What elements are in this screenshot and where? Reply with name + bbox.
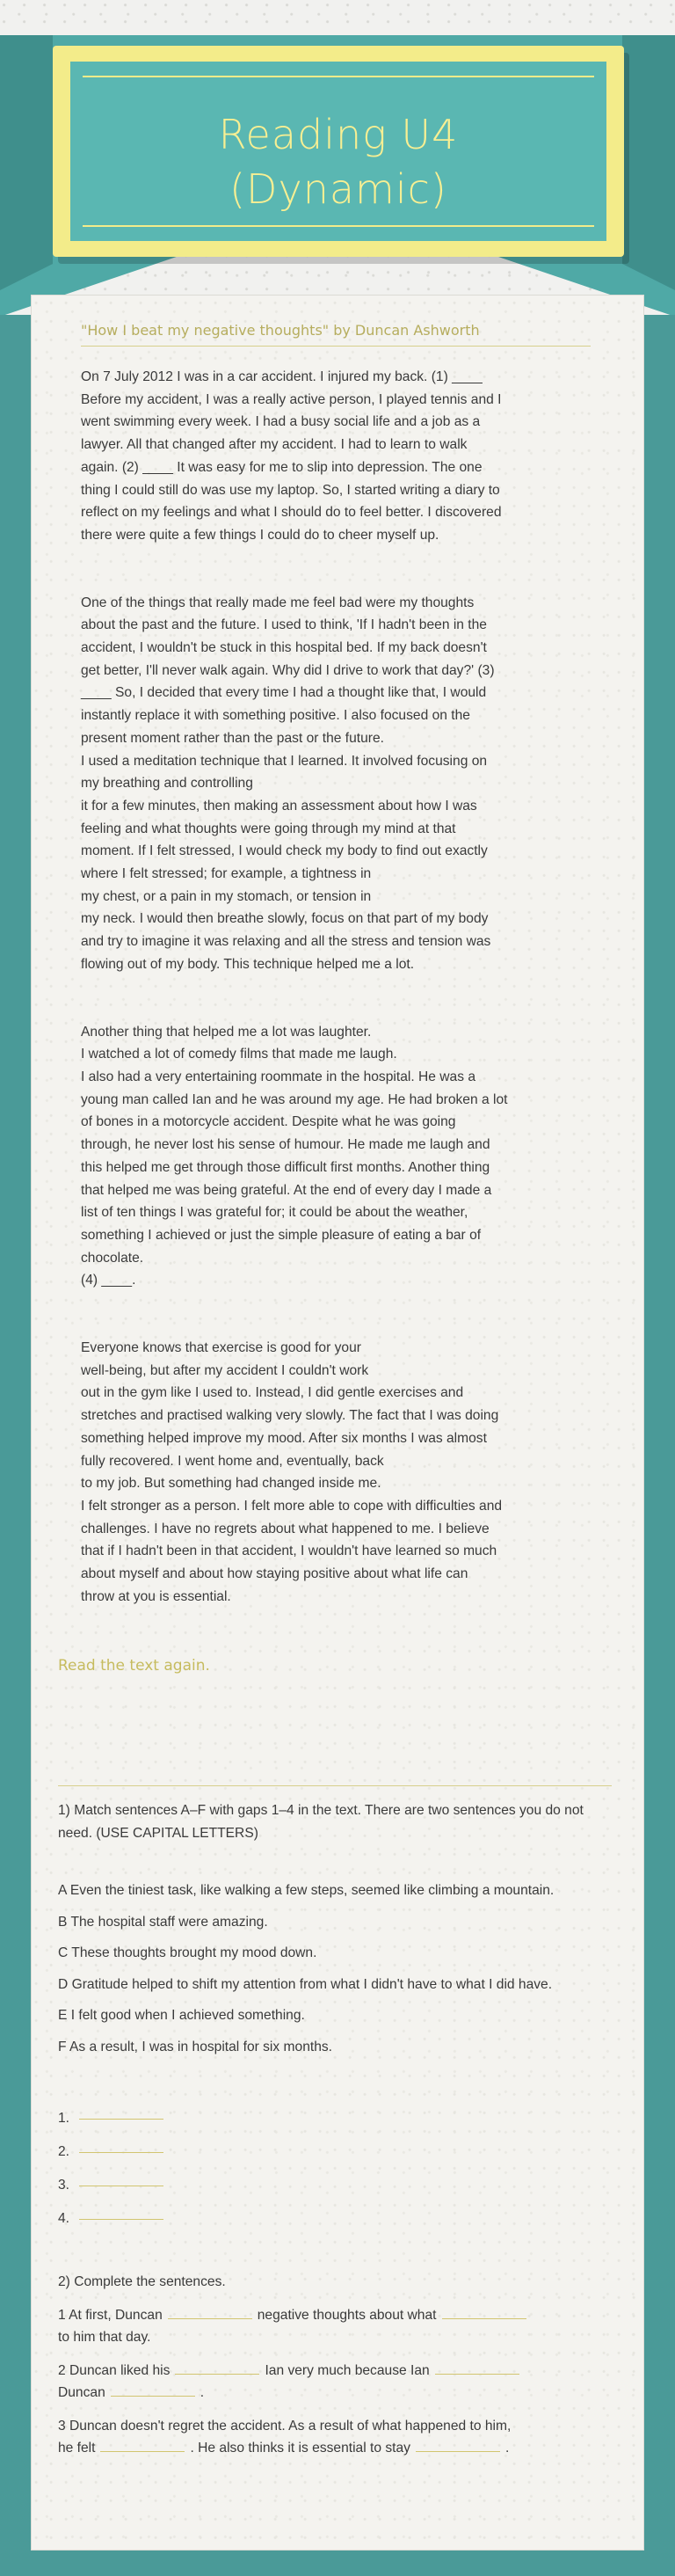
article-line: Before my accident, I was a really active person, I played tennis and I bbox=[81, 391, 502, 407]
sentence-3 bbox=[58, 2415, 615, 2460]
answer-number: 1. bbox=[58, 2111, 70, 2127]
article-line: that if I hadn't been in that accident, I wouldn't have learned so much bbox=[81, 1543, 497, 1559]
article-line: through, he never lost his sense of humour. He made me laugh and bbox=[81, 1137, 490, 1153]
gap-input[interactable] bbox=[111, 2384, 195, 2397]
article-line: again. (2) ____ It was easy for me to slip into depression. The one bbox=[81, 459, 483, 475]
gap-input[interactable] bbox=[416, 2440, 500, 2452]
article-line: to my job. But something had changed inside me. bbox=[81, 1476, 381, 1492]
question-1-instructions: 1) Match sentences A–F with gaps 1–4 in the text. There are two sentences you do not need. (USE CAPITAL LETTERS) bbox=[58, 1803, 584, 1841]
answer-input-2[interactable] bbox=[79, 2152, 163, 2153]
page-title bbox=[70, 107, 606, 216]
article-line: challenges. I have no regrets about what happened to me. I believe bbox=[81, 1521, 490, 1536]
article-line: out in the gym like I used to. Instead, I did gentle exercises and bbox=[81, 1385, 464, 1401]
article-line: I used a meditation technique that I learned. It involved focusing on bbox=[81, 753, 488, 769]
paragraph-gap bbox=[81, 1292, 608, 1337]
sentence-text: 3 Duncan doesn't regret the accident. As a result of what happened to him, bbox=[58, 2418, 512, 2434]
article-line: something helped improve my mood. After six months I was almost bbox=[81, 1430, 487, 1446]
article-line: about myself and about how staying positive about what life can bbox=[81, 1566, 468, 1582]
article-line: On 7 July 2012 I was in a car accident. I injured my back. (1) ____ bbox=[81, 369, 483, 384]
article-line: where I felt stressed; for example, a tightness in bbox=[81, 866, 372, 882]
answer-row-4 bbox=[58, 2202, 615, 2236]
article-line: feeling and what thoughts were going through my mind at that bbox=[81, 821, 456, 836]
article-line: and try to imagine it was relaxing and all the stress and tension was bbox=[81, 934, 491, 950]
article-line: present moment rather than the past or the future. bbox=[81, 730, 384, 746]
article-heading: "How I beat my negative thoughts" by Duncan Ashworth bbox=[81, 322, 591, 347]
option-d: D Gratitude helped to shift my attention from what I didn't have to what I did have. bbox=[58, 1976, 553, 1992]
sentence-text: . He also thinks it is essential to stay bbox=[190, 2441, 410, 2456]
page-title-line-1: Reading U4 bbox=[218, 111, 459, 158]
answer-row-1 bbox=[58, 2102, 615, 2135]
sentence-text: . bbox=[504, 2441, 510, 2456]
article-line: (4) ____. bbox=[81, 1273, 136, 1288]
header-divider-top bbox=[83, 76, 594, 77]
gap-input[interactable] bbox=[435, 2362, 519, 2375]
article-line: instantly replace it with something positive. I also focused on the bbox=[81, 708, 470, 724]
option-e: E I felt good when I achieved something. bbox=[58, 2008, 305, 2023]
option-b: B The hospital staff were amazing. bbox=[58, 1914, 268, 1930]
answer-row-2 bbox=[58, 2135, 615, 2169]
page-title-line-2: (Dynamic) bbox=[229, 165, 447, 213]
article-line: ____ So, I decided that every time I had a thought like that, I would bbox=[81, 685, 487, 701]
questions-section bbox=[58, 1799, 615, 2470]
option-a: A Even the tiniest task, like walking a few steps, seemed like climbing a mountain. bbox=[58, 1883, 555, 1898]
article-line: list of ten things I was grateful for; it could be about the weather, bbox=[81, 1205, 468, 1221]
article-line: something I achieved or just the simple pleasure of eating a bar of bbox=[81, 1227, 482, 1243]
article-paragraph-3 bbox=[81, 1021, 608, 1292]
sentence-text: Ian very much because Ian bbox=[265, 2362, 430, 2378]
article-line: lawyer. All that changed after my accident. I had to learn to walk bbox=[81, 437, 468, 453]
article-line: that helped me was being grateful. At the end of every day I made a bbox=[81, 1182, 492, 1198]
article-line: get better, I'll never walk again. Why did I drive to work that day?' (3) bbox=[81, 662, 495, 678]
article-line: this helped me get through those difficult first months. Another thing bbox=[81, 1159, 490, 1175]
article-line: my neck. I would then breathe slowly, focus on that part of my body bbox=[81, 911, 489, 927]
sentence-1 bbox=[58, 2304, 615, 2349]
question-2-title: 2) Complete the sentences. bbox=[58, 2274, 226, 2289]
article-line: chocolate. bbox=[81, 1250, 144, 1266]
article-paragraph-1 bbox=[81, 366, 608, 547]
read-again-heading: Read the text again. bbox=[58, 1657, 210, 1675]
header-card bbox=[53, 46, 624, 257]
article-line: there were quite a few things I could do to cheer myself up. bbox=[81, 527, 439, 543]
article-line: thing I could still do was use my laptop. So, I started writing a diary to bbox=[81, 482, 500, 498]
article-paragraph-2 bbox=[81, 592, 608, 976]
article-paragraph-4 bbox=[81, 1337, 608, 1608]
gap-input[interactable] bbox=[442, 2307, 526, 2319]
gap-input[interactable] bbox=[175, 2362, 259, 2375]
paragraph-gap bbox=[81, 547, 608, 592]
header-divider-bottom bbox=[83, 225, 594, 227]
worksheet-paper bbox=[32, 296, 643, 2550]
article-text bbox=[81, 366, 608, 1608]
article-line: accident, I wouldn't be stuck in this hospital bed. If my back doesn't bbox=[81, 640, 487, 656]
answer-number: 4. bbox=[58, 2211, 70, 2227]
answer-number: 2. bbox=[58, 2144, 70, 2160]
sentence-text: 1 At first, Duncan bbox=[58, 2307, 163, 2323]
answer-row-3 bbox=[58, 2169, 615, 2202]
article-line: of bones in a motorcycle accident. Despite what he was going bbox=[81, 1114, 456, 1130]
sentence-text: 2 Duncan liked his bbox=[58, 2362, 171, 2378]
article-line: well-being, but after my accident I couldn't work bbox=[81, 1362, 369, 1378]
article-line: throw at you is essential. bbox=[81, 1588, 231, 1604]
article-line: I also had a very entertaining roommate in the hospital. He was a bbox=[81, 1069, 475, 1084]
sentence-text: he felt bbox=[58, 2441, 96, 2456]
answer-blanks bbox=[58, 2102, 615, 2236]
sentence-text: Duncan bbox=[58, 2385, 105, 2400]
article-line: moment. If I felt stressed, I would check my body to find out exactly bbox=[81, 843, 488, 859]
article-line: went swimming every week. I had a busy social life and a job as a bbox=[81, 414, 481, 430]
sentence-2 bbox=[58, 2360, 615, 2405]
article-line: Everyone knows that exercise is good for your bbox=[81, 1340, 361, 1356]
article-line: my chest, or a pain in my stomach, or tension in bbox=[81, 888, 372, 904]
sentence-text: to him that day. bbox=[58, 2330, 151, 2345]
article-line: I watched a lot of comedy films that made me laugh. bbox=[81, 1047, 397, 1062]
option-f: F As a result, I was in hospital for six months. bbox=[58, 2039, 332, 2054]
sentence-text: . bbox=[200, 2385, 205, 2400]
article-line: my breathing and controlling bbox=[81, 776, 253, 792]
answer-number: 3. bbox=[58, 2178, 70, 2193]
paragraph-gap bbox=[81, 976, 608, 1021]
sentence-text: negative thoughts about what bbox=[257, 2307, 437, 2323]
article-line: about the past and the future. I used to think, 'If I hadn't been in the bbox=[81, 617, 487, 633]
article-line: fully recovered. I went home and, eventually, back bbox=[81, 1453, 384, 1469]
gap-input[interactable] bbox=[100, 2440, 185, 2452]
article-line: flowing out of my body. This technique helped me a lot. bbox=[81, 956, 415, 972]
option-c: C These thoughts brought my mood down. bbox=[58, 1945, 317, 1960]
answer-input-1[interactable] bbox=[79, 2119, 163, 2120]
article-line: stretches and practised walking very slowly. The fact that I was doing bbox=[81, 1408, 499, 1424]
article-line: Another thing that helped me a lot was laughter. bbox=[81, 1024, 372, 1040]
article-line: One of the things that really made me feel bad were my thoughts bbox=[81, 595, 475, 610]
article-line: young man called Ian and he was around my age. He had broken a lot bbox=[81, 1091, 508, 1107]
article-line: reflect on my feelings and what I should do to feel better. I discovered bbox=[81, 505, 502, 521]
answer-input-4[interactable] bbox=[79, 2219, 163, 2220]
header-panel bbox=[70, 62, 606, 241]
section-divider bbox=[58, 1785, 612, 1786]
gap-input[interactable] bbox=[168, 2307, 252, 2319]
article-line: I felt stronger as a person. I felt more able to cope with difficulties and bbox=[81, 1498, 503, 1514]
article-line: it for a few minutes, then making an assessment about how I was bbox=[81, 798, 477, 814]
